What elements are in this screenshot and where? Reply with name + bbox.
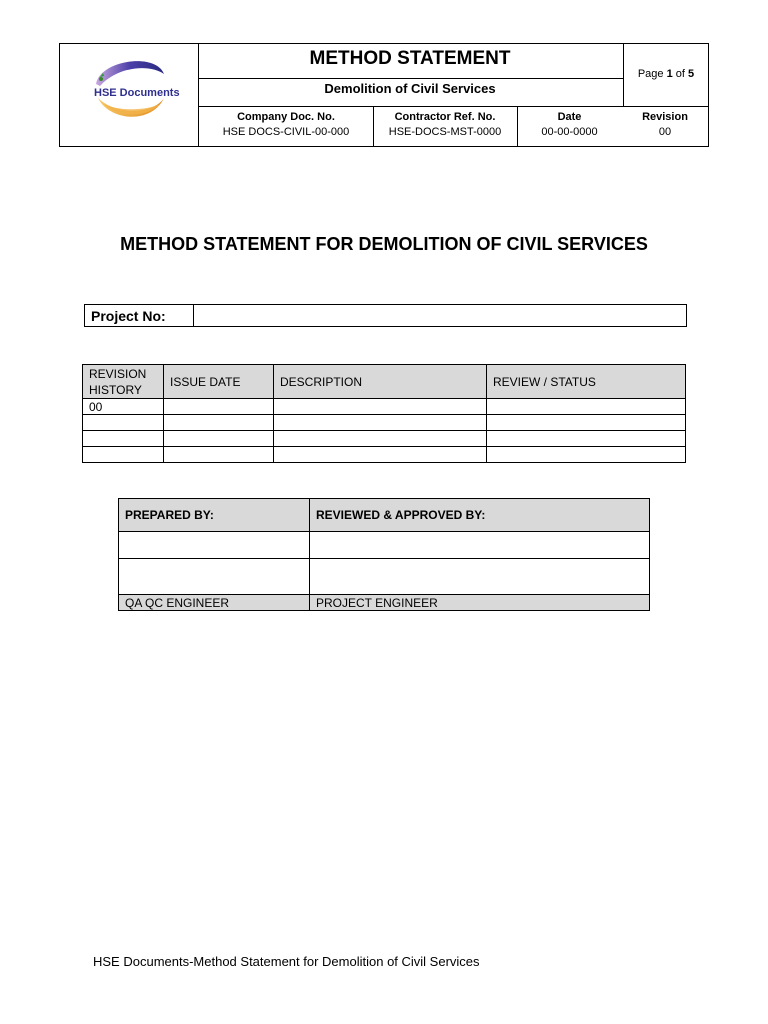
issue-date-header: ISSUE DATE bbox=[164, 365, 274, 399]
table-cell bbox=[487, 399, 686, 415]
project-table bbox=[84, 304, 687, 327]
table-row bbox=[83, 399, 686, 415]
table-row bbox=[83, 431, 686, 447]
page-total: 5 bbox=[688, 68, 695, 80]
reviewed-signature-cell[interactable] bbox=[310, 532, 650, 559]
signature-row bbox=[119, 559, 650, 595]
revision-value: 00 bbox=[658, 126, 672, 138]
table-cell bbox=[487, 431, 686, 447]
table-cell bbox=[274, 431, 487, 447]
hse-documents-logo bbox=[60, 44, 198, 146]
revision-cell bbox=[622, 110, 708, 140]
approval-table bbox=[118, 498, 650, 611]
reviewed-name-cell[interactable] bbox=[310, 559, 650, 595]
table-row bbox=[83, 415, 686, 431]
prepared-name-cell[interactable] bbox=[119, 559, 310, 595]
contractor-ref-label: Contractor Ref. No. bbox=[394, 111, 496, 123]
table-cell bbox=[487, 415, 686, 431]
revision-history-header: REVISION HISTORY bbox=[83, 365, 164, 399]
project-value[interactable] bbox=[194, 305, 687, 327]
contractor-ref-value: HSE-DOCS-MST-0000 bbox=[388, 126, 502, 138]
table-cell bbox=[164, 399, 274, 415]
prepared-by-header: PREPARED BY: bbox=[119, 499, 310, 532]
table-cell bbox=[274, 399, 487, 415]
header-title: METHOD STATEMENT bbox=[309, 48, 511, 69]
page-number bbox=[623, 66, 709, 82]
date-cell bbox=[517, 110, 622, 140]
reviewed-role: PROJECT ENGINEER bbox=[310, 595, 650, 611]
table-cell bbox=[164, 447, 274, 463]
table-cell bbox=[164, 431, 274, 447]
prepared-role: QA QC ENGINEER bbox=[119, 595, 310, 611]
contractor-ref-cell bbox=[373, 110, 517, 140]
revision-label: Revision bbox=[642, 111, 688, 123]
date-label: Date bbox=[557, 111, 582, 123]
table-cell bbox=[83, 431, 164, 447]
page-current: 1 bbox=[666, 68, 673, 80]
table-cell bbox=[83, 447, 164, 463]
table-cell bbox=[274, 415, 487, 431]
date-value: 00-00-0000 bbox=[541, 126, 598, 138]
company-doc-cell bbox=[199, 110, 373, 140]
table-row bbox=[83, 447, 686, 463]
page-of: of bbox=[675, 68, 685, 80]
prepared-signature-cell[interactable] bbox=[119, 532, 310, 559]
table-cell bbox=[487, 447, 686, 463]
table-cell: 00 bbox=[83, 399, 164, 415]
table-cell bbox=[83, 415, 164, 431]
reviewed-approved-header: REVIEWED & APPROVED BY: bbox=[310, 499, 650, 532]
company-doc-value: HSE DOCS-CIVIL-00-000 bbox=[222, 126, 350, 138]
table-cell bbox=[274, 447, 487, 463]
company-doc-label: Company Doc. No. bbox=[237, 111, 335, 123]
main-title: METHOD STATEMENT FOR DEMOLITION OF CIVIL SERVICES bbox=[120, 234, 648, 254]
project-label: Project No: bbox=[85, 305, 194, 327]
description-header: DESCRIPTION bbox=[274, 365, 487, 399]
page-footer: HSE Documents-Method Statement for Demolition of Civil Services bbox=[93, 954, 480, 969]
revision-history-table bbox=[82, 364, 686, 463]
logo-text: HSE Documents bbox=[94, 87, 180, 99]
table-cell bbox=[164, 415, 274, 431]
review-status-header: REVIEW / STATUS bbox=[487, 365, 686, 399]
header-subtitle: Demolition of Civil Services bbox=[324, 81, 496, 96]
signature-row bbox=[119, 532, 650, 559]
page-prefix: Page bbox=[637, 68, 664, 80]
